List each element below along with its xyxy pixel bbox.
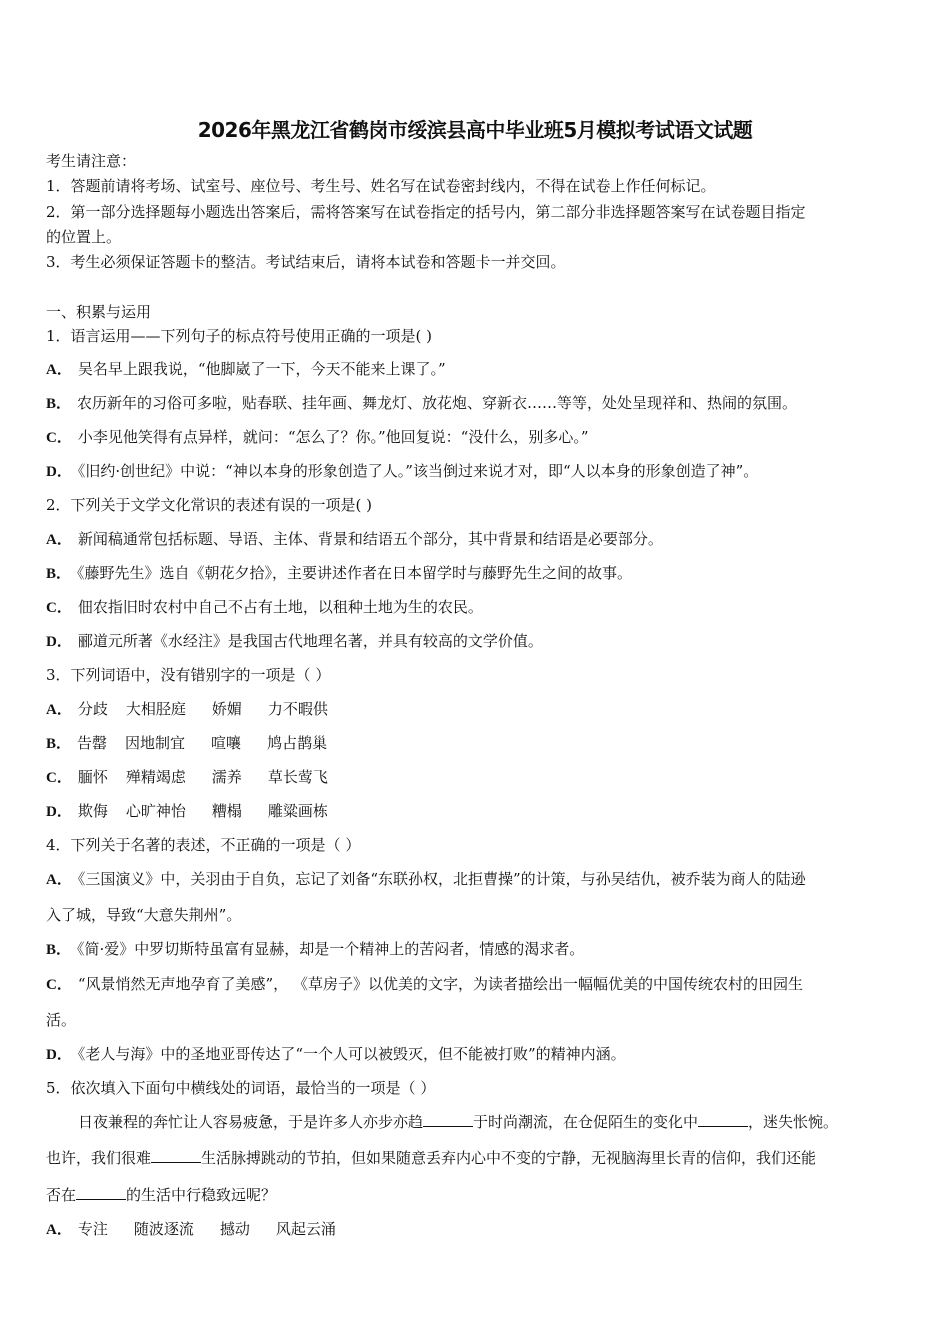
word: 因地制宜 bbox=[125, 734, 186, 752]
option-label: C． bbox=[46, 977, 72, 993]
option bbox=[46, 631, 543, 652]
option-label: A． bbox=[46, 532, 72, 548]
notice-heading: 考生请注意： bbox=[46, 152, 137, 170]
option-label: A． bbox=[46, 362, 72, 378]
option-text: 《三国演义》中，关羽由于自负，忘记了刘备“东联孙权，北拒曹操”的计策，与孙吴结仇，被乔装为商人的陆逊 bbox=[77, 870, 806, 888]
word: 专注 bbox=[77, 1220, 108, 1238]
word: 随波逐流 bbox=[133, 1220, 194, 1238]
option bbox=[46, 393, 797, 414]
word: 力不暇供 bbox=[267, 700, 328, 718]
option-text: 新闻稿通常包括标题、导语、主体、背景和结语五个部分，其中背景和结语是必要部分。 bbox=[77, 530, 663, 548]
option-text: 《简·爱》中罗切斯特虽富有显赫，却是一个精神上的苦闷者，情感的渴求者。 bbox=[77, 940, 585, 958]
option bbox=[46, 733, 327, 754]
fill-blank bbox=[76, 1185, 126, 1200]
passage-line bbox=[46, 1148, 816, 1168]
option bbox=[46, 529, 663, 550]
option-label: B． bbox=[46, 942, 72, 958]
fill-blank bbox=[698, 1112, 748, 1127]
word: 濡养 bbox=[211, 768, 242, 786]
word: 分歧 bbox=[77, 700, 108, 718]
notice-item: 的位置上。 bbox=[46, 228, 122, 246]
question-stem: 5．依次填入下面句中横线处的词语，最恰当的一项是（ ） bbox=[46, 1079, 436, 1097]
option bbox=[46, 427, 589, 448]
word: 糟榻 bbox=[211, 802, 242, 820]
passage-text: 于时尚潮流，在仓促陌生的变化中 bbox=[473, 1113, 699, 1131]
option-text: 农历新年的习俗可多啦，贴春联、挂年画、舞龙灯、放花炮、穿新衣……等等，处处呈现祥和、热闹的氛围。 bbox=[77, 394, 798, 412]
option bbox=[46, 563, 632, 584]
option bbox=[46, 359, 446, 380]
fill-blank bbox=[423, 1112, 473, 1127]
word: 殚精竭虑 bbox=[125, 768, 186, 786]
section-heading: 一、积累与运用 bbox=[46, 303, 152, 321]
option-text: 佃农指旧时农村中自己不占有土地，以租种土地为生的农民。 bbox=[77, 598, 483, 616]
option-label: D． bbox=[46, 464, 72, 480]
option-label: B． bbox=[46, 566, 72, 582]
option-label: D． bbox=[46, 804, 72, 820]
option bbox=[46, 801, 328, 822]
word: 鸠占鹊巢 bbox=[267, 734, 328, 752]
option-label: D． bbox=[46, 1047, 72, 1063]
option-label: A． bbox=[46, 702, 72, 718]
word: 雕粱画栋 bbox=[267, 802, 328, 820]
word: 娇媚 bbox=[211, 700, 242, 718]
option-text: 《藤野先生》选自《朝花夕拾》，主要讲述作者在日本留学时与藤野先生之间的故事。 bbox=[77, 564, 633, 582]
word: 欺侮 bbox=[77, 802, 108, 820]
word: 大相胫庭 bbox=[125, 700, 186, 718]
option-text: 吴名早上跟我说，“他脚崴了一下，今天不能来上课了。” bbox=[77, 360, 446, 378]
option-text: 《老人与海》中的圣地亚哥传达了“一个人可以被毁灭，但不能被打败”的精神内涵。 bbox=[77, 1045, 626, 1063]
notice-item: 3．考生必须保证答题卡的整洁。考试结束后，请将本试卷和答题卡一并交回。 bbox=[46, 253, 566, 271]
option bbox=[46, 461, 758, 482]
option bbox=[46, 869, 806, 890]
question-stem: 3．下列词语中，没有错别字的一项是（ ） bbox=[46, 666, 331, 684]
page-title: 2026年黑龙江省鹤岗市绥滨县高中毕业班5月模拟考试语文试题 bbox=[197, 118, 753, 142]
passage-text: 的生活中行稳致远呢？ bbox=[126, 1186, 277, 1204]
question-stem: 4．下列关于名著的表述，不正确的一项是（ ） bbox=[46, 836, 361, 854]
word: 撼动 bbox=[219, 1220, 250, 1238]
word: 草长莺飞 bbox=[267, 768, 328, 786]
word: 腼怀 bbox=[77, 768, 108, 786]
passage-line bbox=[78, 1112, 838, 1132]
passage-text: ，迷失怅惋。 bbox=[748, 1113, 839, 1131]
word: 心旷神怡 bbox=[125, 802, 186, 820]
passage-text: 生活脉搏跳动的节拍，但如果随意丢弃内心中不变的宁静，无视脑海里长青的信仰，我们还能 bbox=[201, 1149, 817, 1167]
option-label: C． bbox=[46, 430, 72, 446]
word: 喧嚷 bbox=[211, 734, 242, 752]
option-label: A． bbox=[46, 872, 72, 888]
option bbox=[46, 1219, 336, 1240]
option-continuation: 入了城，导致“大意失荆州”。 bbox=[46, 906, 242, 924]
question-stem: 1．语言运用——下列句子的标点符号使用正确的一项是( ) bbox=[46, 327, 433, 345]
option-label: B． bbox=[46, 736, 72, 752]
option-continuation: 活。 bbox=[46, 1011, 77, 1029]
option-text: 郦道元所著《水经注》是我国古代地理名著，并具有较高的文学价值。 bbox=[77, 632, 543, 650]
passage-line bbox=[46, 1185, 276, 1205]
option-text: “风景悄然无声地孕育了美感”， 《草房子》以优美的文字，为读者描绘出一幅幅优美的中国传统农村的田园生 bbox=[77, 975, 803, 993]
passage-text: 否在 bbox=[46, 1186, 77, 1204]
option-label: B． bbox=[46, 396, 72, 412]
word: 告罄 bbox=[77, 734, 108, 752]
word: 风起云涌 bbox=[275, 1220, 336, 1238]
notice-item: 2．第一部分选择题每小题选出答案后，需将答案写在试卷指定的括号内，第二部分非选择题答案写在试卷题目指定 bbox=[46, 203, 806, 221]
option bbox=[46, 1044, 626, 1065]
passage-text: 日夜兼程的奔忙让人容易疲惫，于是许多人亦步亦趋 bbox=[78, 1113, 424, 1131]
notice-item: 1．答题前请将考场、试室号、座位号、考生号、姓名写在试卷密封线内，不得在试卷上作任何标记。 bbox=[46, 177, 716, 195]
option-label: A． bbox=[46, 1222, 72, 1238]
option-label: C． bbox=[46, 770, 72, 786]
option bbox=[46, 597, 483, 618]
option bbox=[46, 767, 328, 788]
option-label: C． bbox=[46, 600, 72, 616]
option-text: 小李见他笑得有点异样，就问：“怎么了？你。”他回复说：“没什么，别多心。” bbox=[77, 428, 589, 446]
option-label: D． bbox=[46, 634, 72, 650]
passage-text: 也许，我们很难 bbox=[46, 1149, 152, 1167]
option-text: 《旧约·创世纪》中说：“神以本身的形象创造了人。”该当倒过来说才对，即“人以本身的形象创造了神”。 bbox=[77, 462, 759, 480]
option bbox=[46, 699, 328, 720]
question-stem: 2．下列关于文学文化常识的表述有误的一项是( ) bbox=[46, 496, 373, 514]
fill-blank bbox=[151, 1148, 201, 1163]
option bbox=[46, 939, 584, 960]
option bbox=[46, 974, 803, 995]
